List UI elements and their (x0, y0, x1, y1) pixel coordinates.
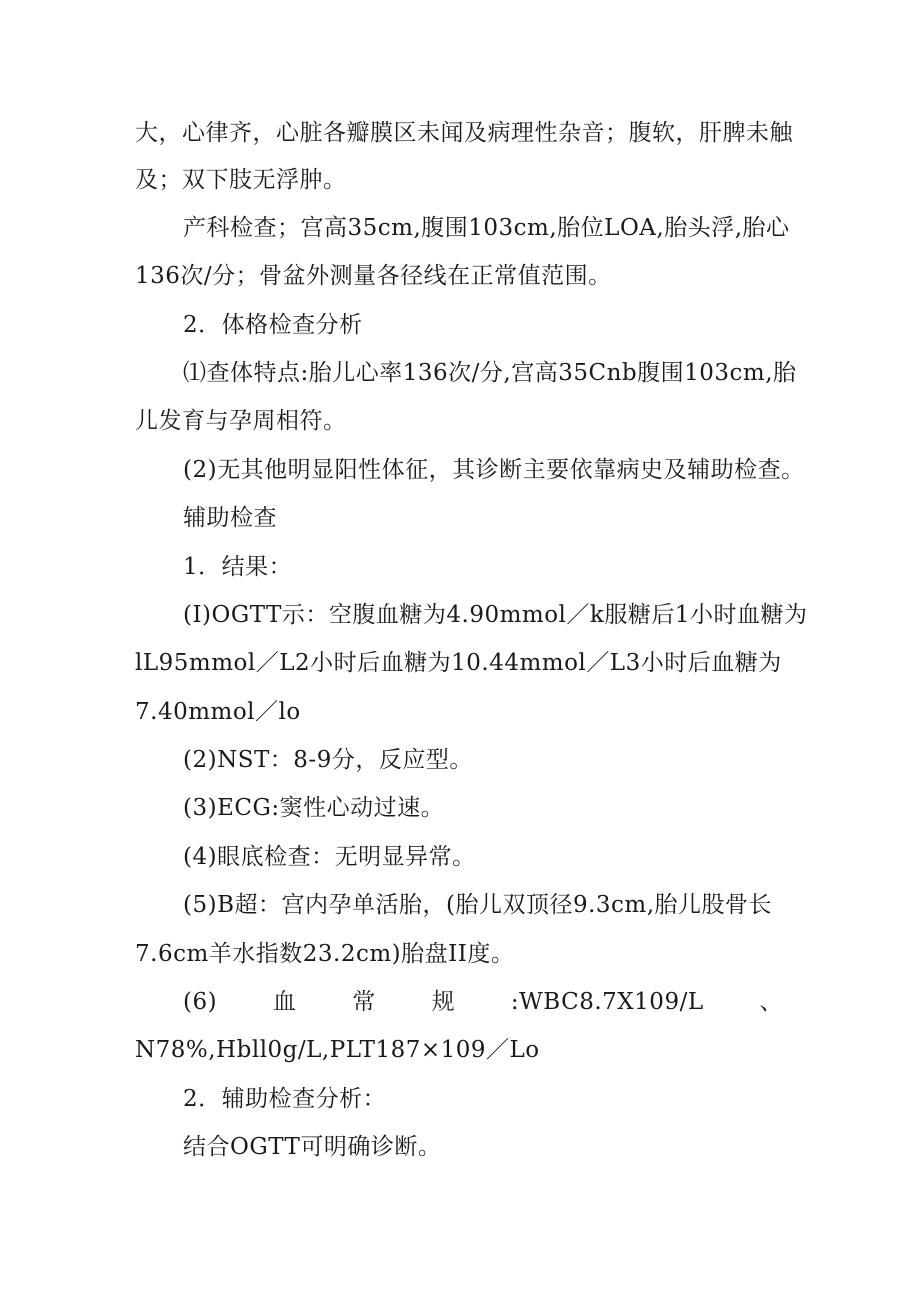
section-heading-auxiliary-exam: 辅助检查 (183, 505, 277, 531)
blood-routine-part: 、 (759, 989, 783, 1015)
fundus-exam-line: (4)眼底检查：无明显异常。 (183, 844, 476, 870)
blood-routine-part: (6) (183, 989, 218, 1015)
section-heading-physical-exam-analysis: 2．体格检查分析 (183, 312, 363, 338)
subheading-auxiliary-analysis: 2．辅助检查分析： (183, 1086, 387, 1112)
conclusion-line: 结合OGTT可明确诊断。 (183, 1134, 442, 1160)
obstetric-exam-line-1: 产科检查；宫高35cm,腹围103cm,胎位LOA,胎头浮,胎心 (183, 215, 790, 241)
blood-routine-part: :WBC8.7X109/L (510, 989, 704, 1015)
ultrasound-line-2: 7.6cm羊水指数23.2cm)胎盘II度。 (135, 941, 515, 967)
ogtt-line-2: lL95mmol／L2小时后血糖为10.44mmol／L3小时后血糖为 (135, 650, 782, 676)
blood-routine-part: 血 (272, 989, 297, 1015)
ultrasound-line-1: (5)B超：宫内孕单活胎，(胎儿双顶径9.3cm,胎儿股骨长 (183, 892, 773, 918)
paragraph-line-2: 及；双下肢无浮肿。 (135, 167, 347, 193)
blood-routine-part: 规 (431, 989, 456, 1015)
blood-routine-line-2: N78%,Hbll0g/L,PLT187×109／Lo (135, 1037, 540, 1063)
nst-line: (2)NST：8-9分，反应型。 (183, 747, 473, 773)
obstetric-exam-line-2: 136次/分；骨盆外测量各径线在正常值范围。 (135, 263, 612, 289)
ogtt-line-3: 7.40mmol／lo (135, 699, 301, 725)
ecg-line: (3)ECG:窦性心动过速。 (183, 795, 445, 821)
ogtt-line-1: (I)OGTT示：空腹血糖为4.90mmol／k服糖后1小时血糖为 (183, 602, 808, 628)
blood-routine-line-1 (183, 987, 783, 1017)
exam-feature-line-3: (2)无其他明显阳性体征，其诊断主要依靠病史及辅助检查。 (183, 457, 805, 483)
exam-feature-line-2: 儿发育与孕周相符。 (135, 408, 347, 434)
blood-routine-part: 常 (352, 989, 376, 1015)
paragraph-line-1: 大，心律齐，心脏各瓣膜区未闻及病理性杂音；腹软，肝脾未触 (135, 120, 793, 146)
subheading-results: 1．结果： (183, 554, 293, 580)
exam-feature-line-1: ⑴查体特点:胎儿心率136次/分,宫高35Cnb腹围103cm,胎 (183, 360, 797, 386)
